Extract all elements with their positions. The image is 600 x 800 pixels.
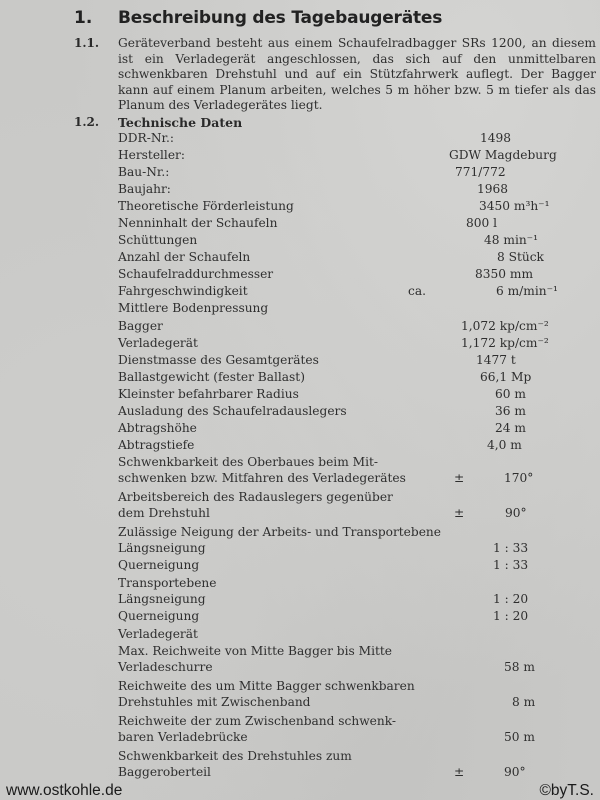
table-row <box>118 148 600 164</box>
row-label: DDR-Nr.: <box>118 131 174 145</box>
row-label-continued: Baggeroberteil <box>118 764 211 779</box>
table-row <box>118 353 600 369</box>
row-value: 66,1 Mp <box>480 370 532 384</box>
row-value: 1477 t <box>476 353 516 367</box>
table-row <box>118 284 600 300</box>
table-row <box>118 421 600 437</box>
table-row <box>118 250 600 266</box>
row-label: Anzahl der Schaufeln <box>118 250 251 264</box>
row-label-continued: dem Drehstuhl <box>118 505 210 520</box>
row-value: 48 min⁻¹ <box>484 233 539 247</box>
heading-number: 1. <box>74 8 93 28</box>
row-value: 1968 <box>477 182 509 196</box>
row-value: 8350 mm <box>475 267 534 281</box>
table-row <box>118 233 600 249</box>
row-label: Querneigung <box>118 558 200 572</box>
row-label: Längsneigung <box>118 541 206 555</box>
table-row <box>118 404 600 420</box>
row-label: Fahrgeschwindigkeit <box>118 284 248 298</box>
table-row <box>118 490 600 521</box>
section-1-1-number: 1.1. <box>74 36 100 50</box>
row-value: 8 Stück <box>497 250 544 264</box>
row-label-continued: baren Verladebrücke <box>118 729 248 744</box>
table-row <box>118 165 600 181</box>
row-value: 1,072 kp/cm⁻² <box>461 319 549 333</box>
row-value: 3450 m³h⁻¹ <box>479 199 550 213</box>
table-row <box>118 199 600 215</box>
row-value: 50 m <box>504 729 535 744</box>
row-label: Arbeitsbereich des Radauslegers gegenüber <box>118 490 393 504</box>
section-1-1-paragraph: Geräteverband besteht aus einem Schaufelradbagger SRs 1200, an diesem ist ein Verladegerät angeschlossen, das sich auf den unmittelbaren schwenkbaren Drehstuhl und auf ein Stützfahrwerk auflegt. Der Bagger kann auf einem Planum arbeiten, welches 5 m höher bzw. 5 m tiefer als das Planum des Verladegerätes liegt. <box>118 36 596 113</box>
footer-copyright: ©byT.S. <box>539 782 594 799</box>
table-row <box>118 627 600 643</box>
table-row <box>118 714 600 745</box>
row-value: 58 m <box>504 659 535 674</box>
row-label: Max. Reichweite von Mitte Bagger bis Mitte <box>118 644 393 658</box>
table-row <box>118 609 600 625</box>
row-label: Reichweite des um Mitte Bagger schwenkbaren <box>118 679 415 693</box>
row-value: 800 l <box>466 216 498 230</box>
row-label: Dienstmasse des Gesamtgerätes <box>118 353 319 367</box>
row-value: 24 m <box>495 421 526 435</box>
table-row <box>118 749 600 780</box>
row-value: 170° <box>504 470 534 485</box>
heading-title: Beschreibung des Tagebaugerätes <box>118 8 443 28</box>
row-label: Ballastgewicht (fester Ballast) <box>118 370 305 384</box>
row-label: Theoretische Förderleistung <box>118 199 294 213</box>
row-label: Hersteller: <box>118 148 185 162</box>
row-label: Schwenkbarkeit des Drehstuhles zum <box>118 749 352 763</box>
table-row <box>118 438 600 454</box>
row-value: 4,0 m <box>487 438 522 452</box>
row-label: Reichweite der zum Zwischenband schwenk- <box>118 714 396 728</box>
table-row <box>118 558 600 574</box>
row-label: Abtragstiefe <box>118 438 195 452</box>
row-label-continued: Verladeschurre <box>118 659 213 674</box>
row-label: Verladegerät <box>118 336 198 350</box>
plus-minus-sign: ± <box>454 505 465 520</box>
row-label: Mittlere Bodenpressung <box>118 301 269 315</box>
table-row <box>118 301 600 317</box>
table-row <box>118 216 600 232</box>
row-value: GDW Magdeburg <box>449 148 557 162</box>
row-value: 1498 <box>480 131 512 145</box>
table-row <box>118 592 600 608</box>
footer-website: www.ostkohle.de <box>6 782 123 799</box>
row-value: 8 m <box>512 694 536 709</box>
row-label: Baujahr: <box>118 182 171 196</box>
row-value: 90° <box>504 764 526 779</box>
row-label-continued: schwenken bzw. Mitfahren des Verladegerätes <box>118 470 406 485</box>
row-label: Nenninhalt der Schaufeln <box>118 216 278 230</box>
row-value: 1 : 20 <box>493 609 529 623</box>
row-label-continued: Drehstuhles mit Zwischenband <box>118 694 311 709</box>
row-label: Zulässige Neigung der Arbeits- und Transportebene <box>118 525 441 539</box>
row-label: Ausladung des Schaufelradauslegers <box>118 404 347 418</box>
table-row <box>118 644 600 675</box>
table-row <box>118 576 600 592</box>
row-value: 771/772 <box>455 165 506 179</box>
row-label: Kleinster befahrbarer Radius <box>118 387 299 401</box>
row-label: Schaufelraddurchmesser <box>118 267 274 281</box>
row-value: 60 m <box>495 387 526 401</box>
row-label: Bau-Nr.: <box>118 165 170 179</box>
row-label: Schüttungen <box>118 233 198 247</box>
table-row <box>118 541 600 557</box>
table-row <box>118 679 600 710</box>
row-value: 1 : 33 <box>493 558 529 572</box>
row-value: 1,172 kp/cm⁻² <box>461 336 549 350</box>
row-value: 1 : 33 <box>493 541 529 555</box>
row-value: 1 : 20 <box>493 592 529 606</box>
row-label: Abtragshöhe <box>118 421 197 435</box>
row-label: Schwenkbarkeit des Oberbaues beim Mit- <box>118 455 379 469</box>
row-label: Querneigung <box>118 609 200 623</box>
table-row <box>118 387 600 403</box>
table-row <box>118 131 600 147</box>
approx-prefix: ca. <box>408 284 426 298</box>
row-value: 6 m/min⁻¹ <box>496 284 558 298</box>
section-1-2-number: 1.2. <box>74 115 100 129</box>
row-label: Transportebene <box>118 576 217 590</box>
table-row <box>118 182 600 198</box>
plus-minus-sign: ± <box>454 470 465 485</box>
plus-minus-sign: ± <box>454 764 465 779</box>
row-value: 36 m <box>495 404 526 418</box>
table-row <box>118 336 600 352</box>
table-row <box>118 525 600 541</box>
row-label: Verladegerät <box>118 627 198 641</box>
section-1-2-title: Technische Daten <box>118 115 243 130</box>
table-row <box>118 455 600 486</box>
table-row <box>118 319 600 335</box>
table-row <box>118 267 600 283</box>
row-label: Längsneigung <box>118 592 206 606</box>
row-label: Bagger <box>118 319 163 333</box>
row-value: 90° <box>505 505 527 520</box>
table-row <box>118 370 600 386</box>
